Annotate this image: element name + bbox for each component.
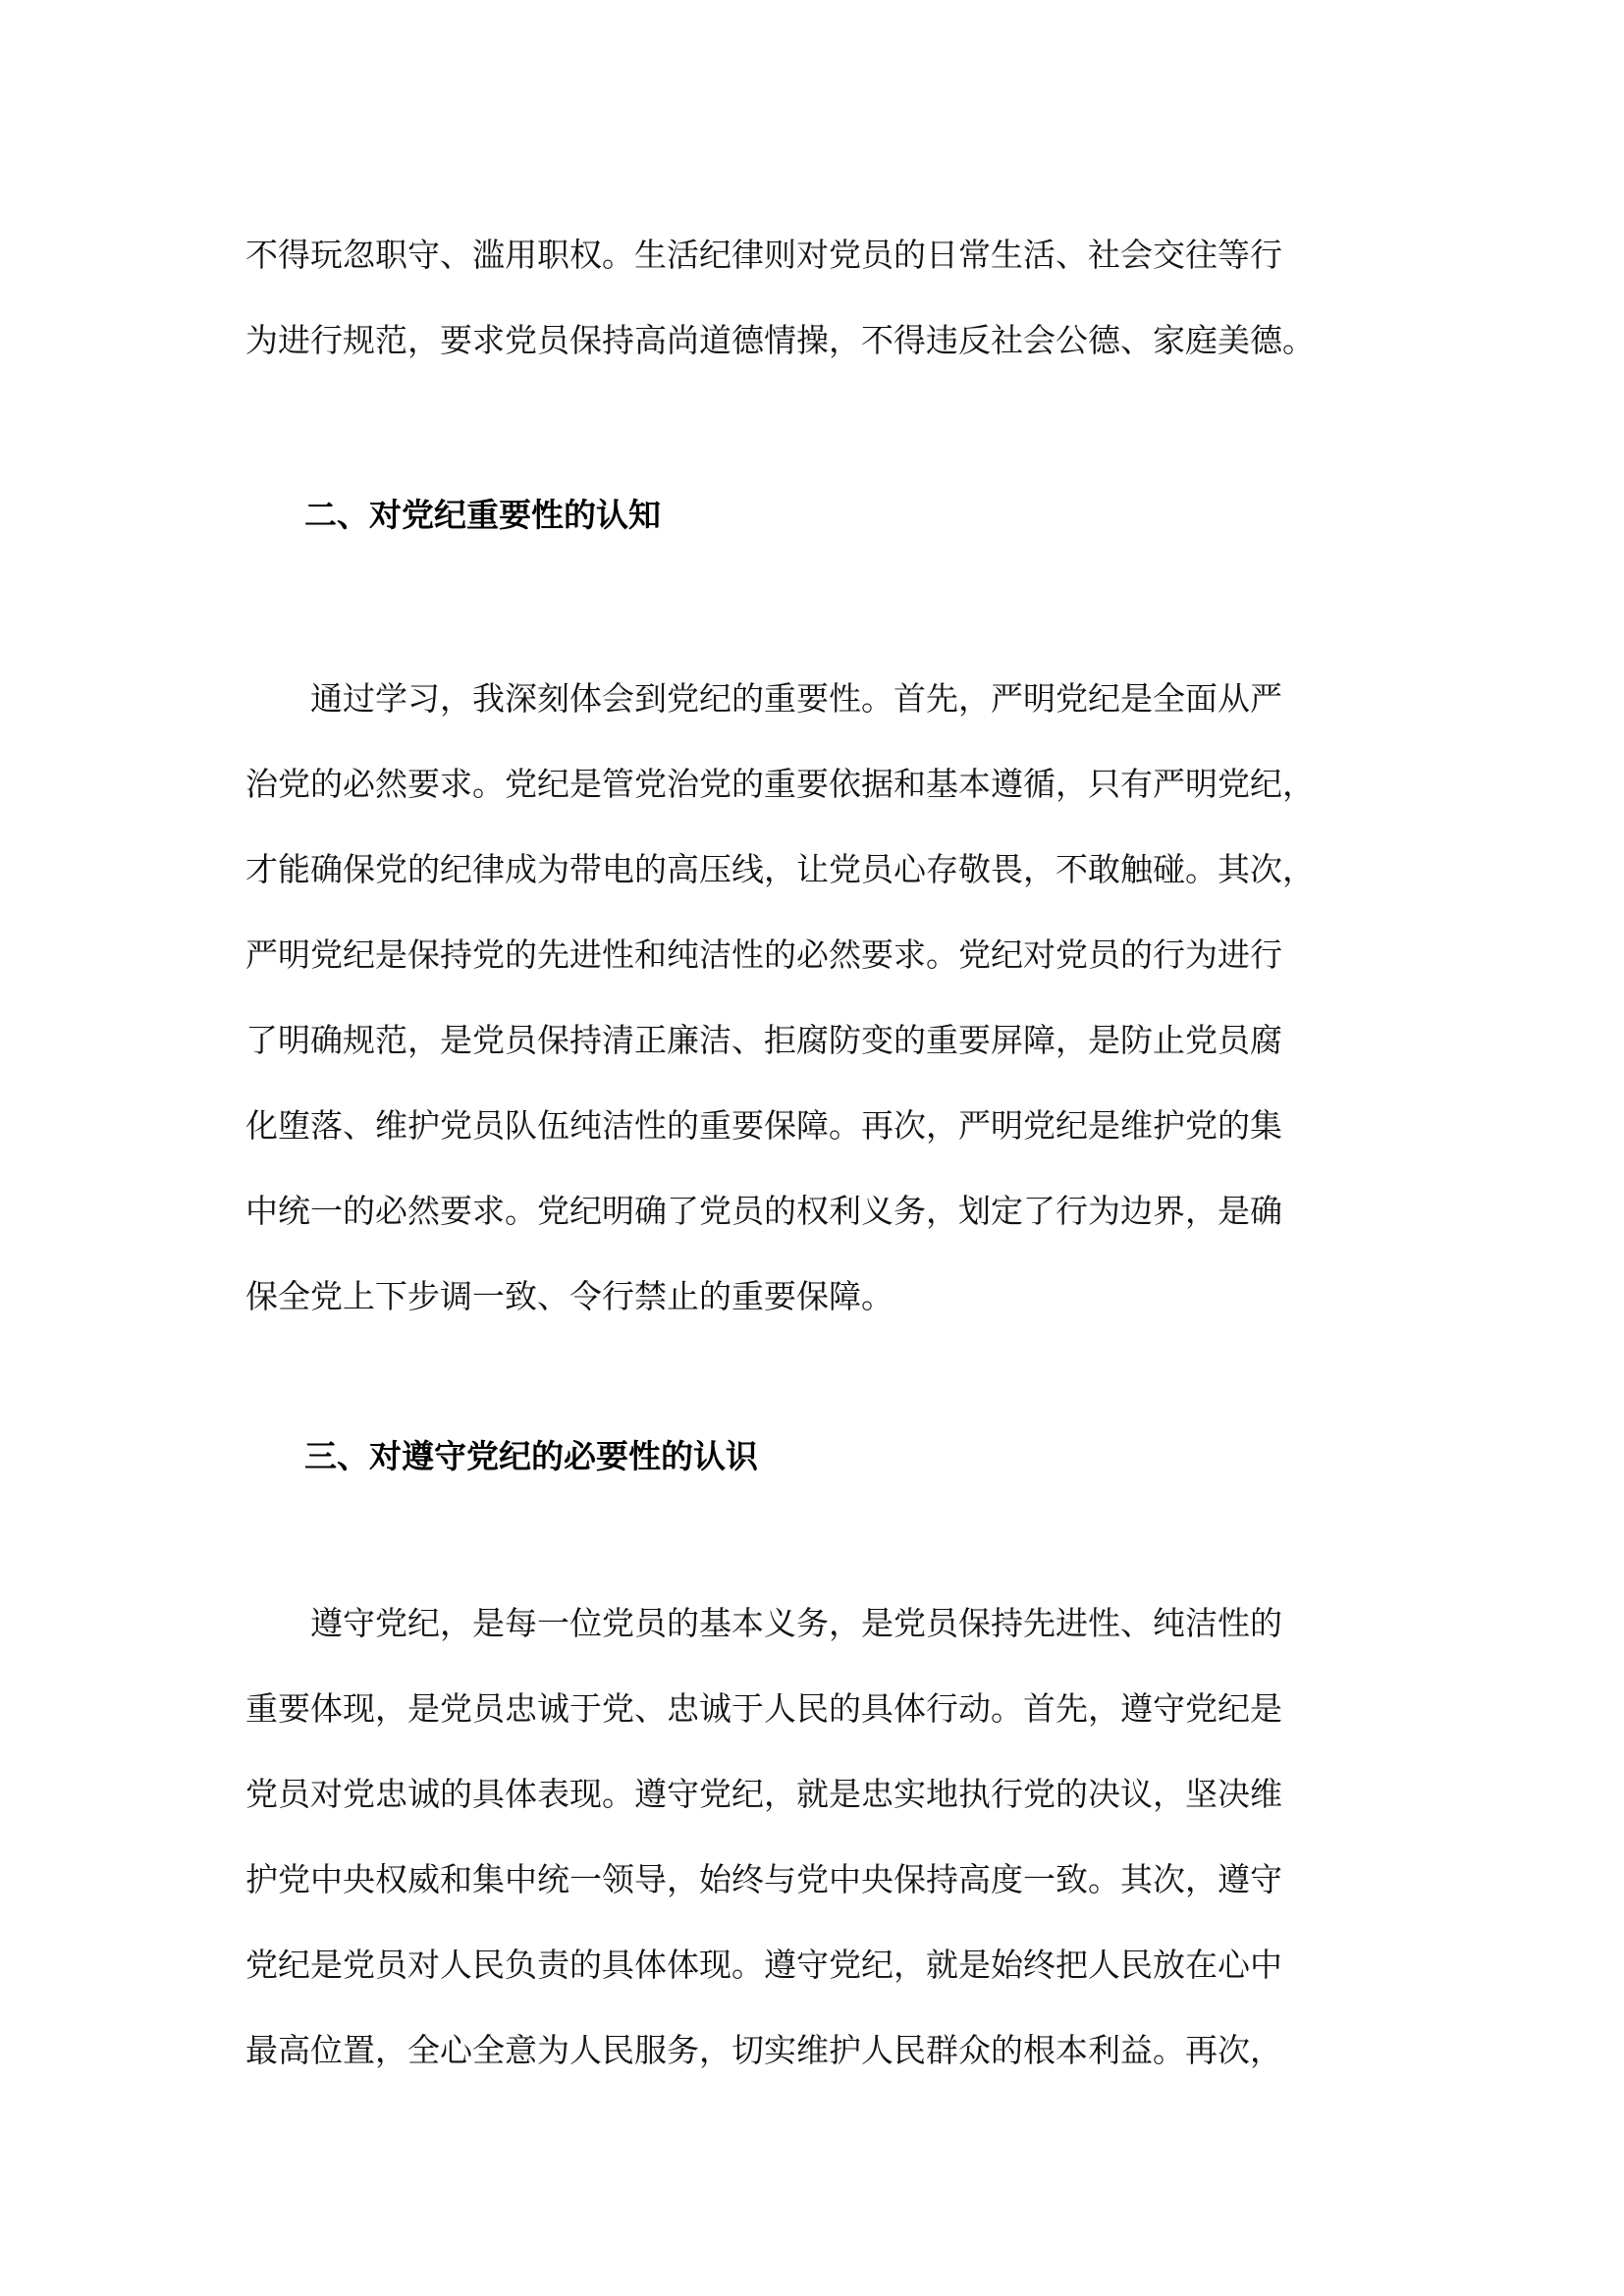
paragraph-line: 为进行规范，要求党员保持高尚道德情操，不得违反社会公德、家庭美德。 [245,321,1315,359]
paragraph-line: 护党中央权威和集中统一领导，始终与党中央保持高度一致。其次，遵守 [245,1860,1282,1898]
paragraph-line: 党纪是党员对人民负责的具体体现。遵守党纪，就是始终把人民放在心中 [245,1946,1282,1984]
paragraph-line: 严明党纪是保持党的先进性和纯洁性的必然要求。党纪对党员的行为进行 [245,935,1282,974]
paragraph-line: 最高位置，全心全意为人民服务，切实维护人民群众的根本利益。再次， [245,2031,1282,2069]
section-heading: 三、对遵守党纪的必要性的认识 [304,1437,758,1475]
paragraph-line: 通过学习，我深刻体会到党纪的重要性。首先，严明党纪是全面从严 [310,679,1282,718]
section-heading: 二、对党纪重要性的认知 [304,496,661,534]
paragraph-line: 了明确规范，是党员保持清正廉洁、拒腐防变的重要屏障，是防止党员腐 [245,1021,1282,1059]
paragraph-line: 化堕落、维护党员队伍纯洁性的重要保障。再次，严明党纪是维护党的集 [245,1106,1282,1145]
paragraph-line: 中统一的必然要求。党纪明确了党员的权利义务，划定了行为边界，是确 [245,1192,1282,1230]
paragraph-line: 才能确保党的纪律成为带电的高压线，让党员心存敬畏，不敢触碰。其次， [245,850,1315,888]
paragraph-line: 保全党上下步调一致、令行禁止的重要保障。 [245,1277,893,1315]
paragraph-line: 重要体现，是党员忠诚于党、忠诚于人民的具体行动。首先，遵守党纪是 [245,1689,1282,1728]
paragraph-line: 不得玩忽职守、滥用职权。生活纪律则对党员的日常生活、社会交往等行 [245,236,1282,274]
paragraph-line: 党员对党忠诚的具体表现。遵守党纪，就是忠实地执行党的决议，坚决维 [245,1775,1282,1813]
paragraph-line: 遵守党纪，是每一位党员的基本义务，是党员保持先进性、纯洁性的 [310,1604,1282,1642]
paragraph-line: 治党的必然要求。党纪是管党治党的重要依据和基本遵循，只有严明党纪， [245,765,1315,803]
